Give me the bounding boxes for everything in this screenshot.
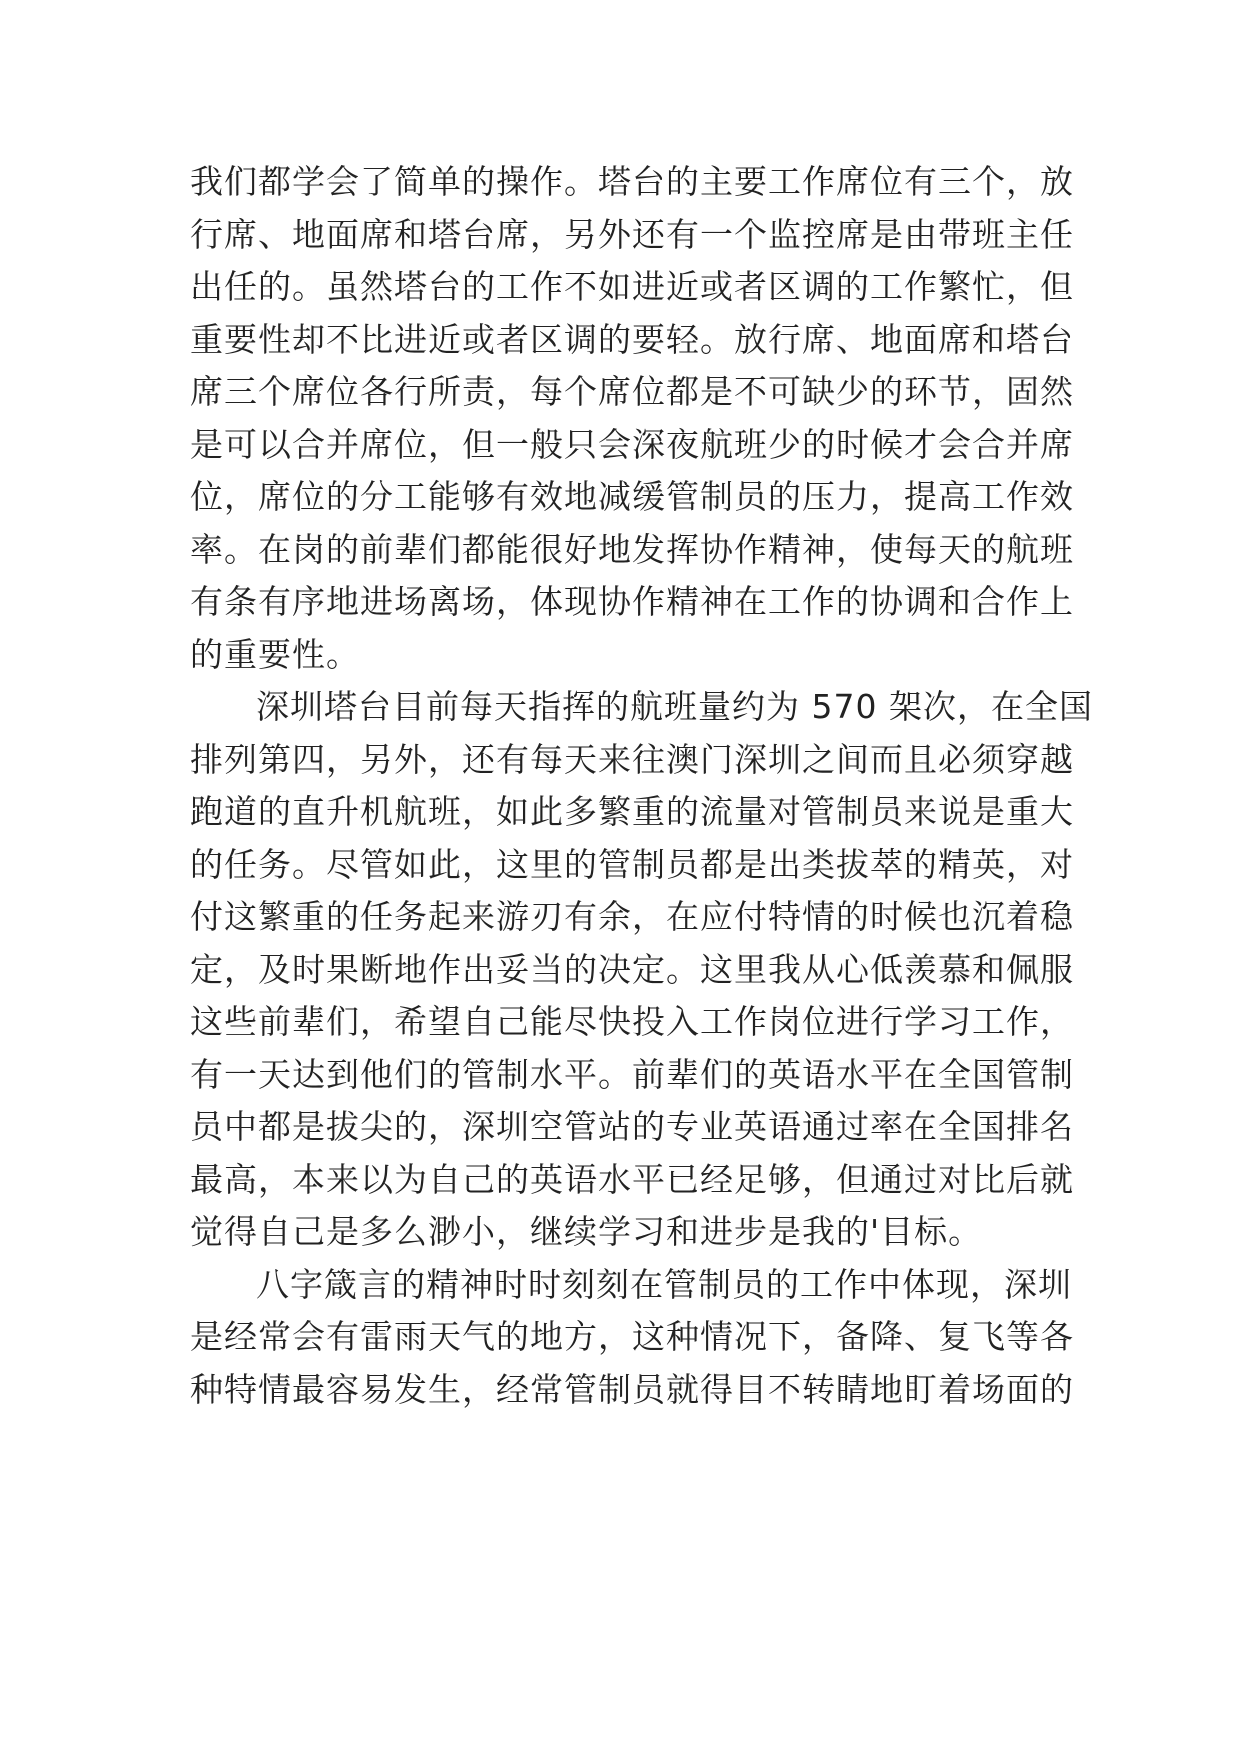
text-line: 员中都是拔尖的，深圳空管站的专业英语通过率在全国排名: [190, 1107, 1074, 1146]
text-line: 有条有序地进场离场，体现协作精神在工作的协调和合作上: [190, 582, 1074, 621]
text-line: 重要性却不比进近或者区调的要轻。放行席、地面席和塔台: [190, 319, 1074, 359]
text-line: 定，及时果断地作出妥当的决定。这里我从心低羡慕和佩服: [190, 949, 1074, 989]
text-line: 我们都学会了简单的操作。塔台的主要工作席位有三个，放: [190, 162, 1074, 201]
text-line: 深圳塔台目前每天指挥的航班量约为 570 架次，在全国: [256, 687, 1093, 726]
text-line: 排列第四，另外，还有每天来往澳门深圳之间而且必须穿越: [190, 739, 1074, 779]
paragraph: [190, 1259, 1074, 1417]
text-line: 是可以合并席位，但一般只会深夜航班少的时候才会合并席: [190, 424, 1074, 464]
paragraph: [190, 156, 1074, 681]
text-line: 觉得自己是多么渺小，继续学习和进步是我的'目标。: [190, 1212, 983, 1251]
text-line: 有一天达到他们的管制水平。前辈们的英语水平在全国管制: [190, 1054, 1074, 1094]
text-line: 率。在岗的前辈们都能很好地发挥协作精神，使每天的航班: [190, 529, 1074, 569]
text-line: 最高，本来以为自己的英语水平已经足够，但通过对比后就: [190, 1159, 1074, 1199]
text-line: 位，席位的分工能够有效地减缓管制员的压力，提高工作效: [190, 477, 1074, 516]
paragraph: [190, 681, 1093, 1259]
text-line: 行席、地面席和塔台席，另外还有一个监控席是由带班主任: [190, 214, 1074, 254]
text-line: 种特情最容易发生，经常管制员就得目不转睛地盯着场面的: [190, 1369, 1074, 1409]
text-line: 八字箴言的精神时时刻刻在管制员的工作中体现，深圳: [256, 1264, 1072, 1304]
text-line: 是经常会有雷雨天气的地方，这种情况下，备降、复飞等各: [190, 1317, 1074, 1356]
text-line: 这些前辈们，希望自己能尽快投入工作岗位进行学习工作，: [190, 1002, 1074, 1041]
text-line: 付这繁重的任务起来游刃有余，在应付特情的时候也沉着稳: [190, 897, 1074, 936]
text-line: 的任务。尽管如此，这里的管制员都是出类拔萃的精英，对: [190, 844, 1074, 884]
text-line: 跑道的直升机航班，如此多繁重的流量对管制员来说是重大: [190, 792, 1074, 831]
text-line: 出任的。虽然塔台的工作不如进近或者区调的工作繁忙，但: [190, 267, 1074, 306]
document-body: [190, 156, 1093, 1416]
text-line: 的重要性。: [190, 634, 360, 674]
text-line: 席三个席位各行所责，每个席位都是不可缺少的环节，固然: [190, 372, 1074, 411]
